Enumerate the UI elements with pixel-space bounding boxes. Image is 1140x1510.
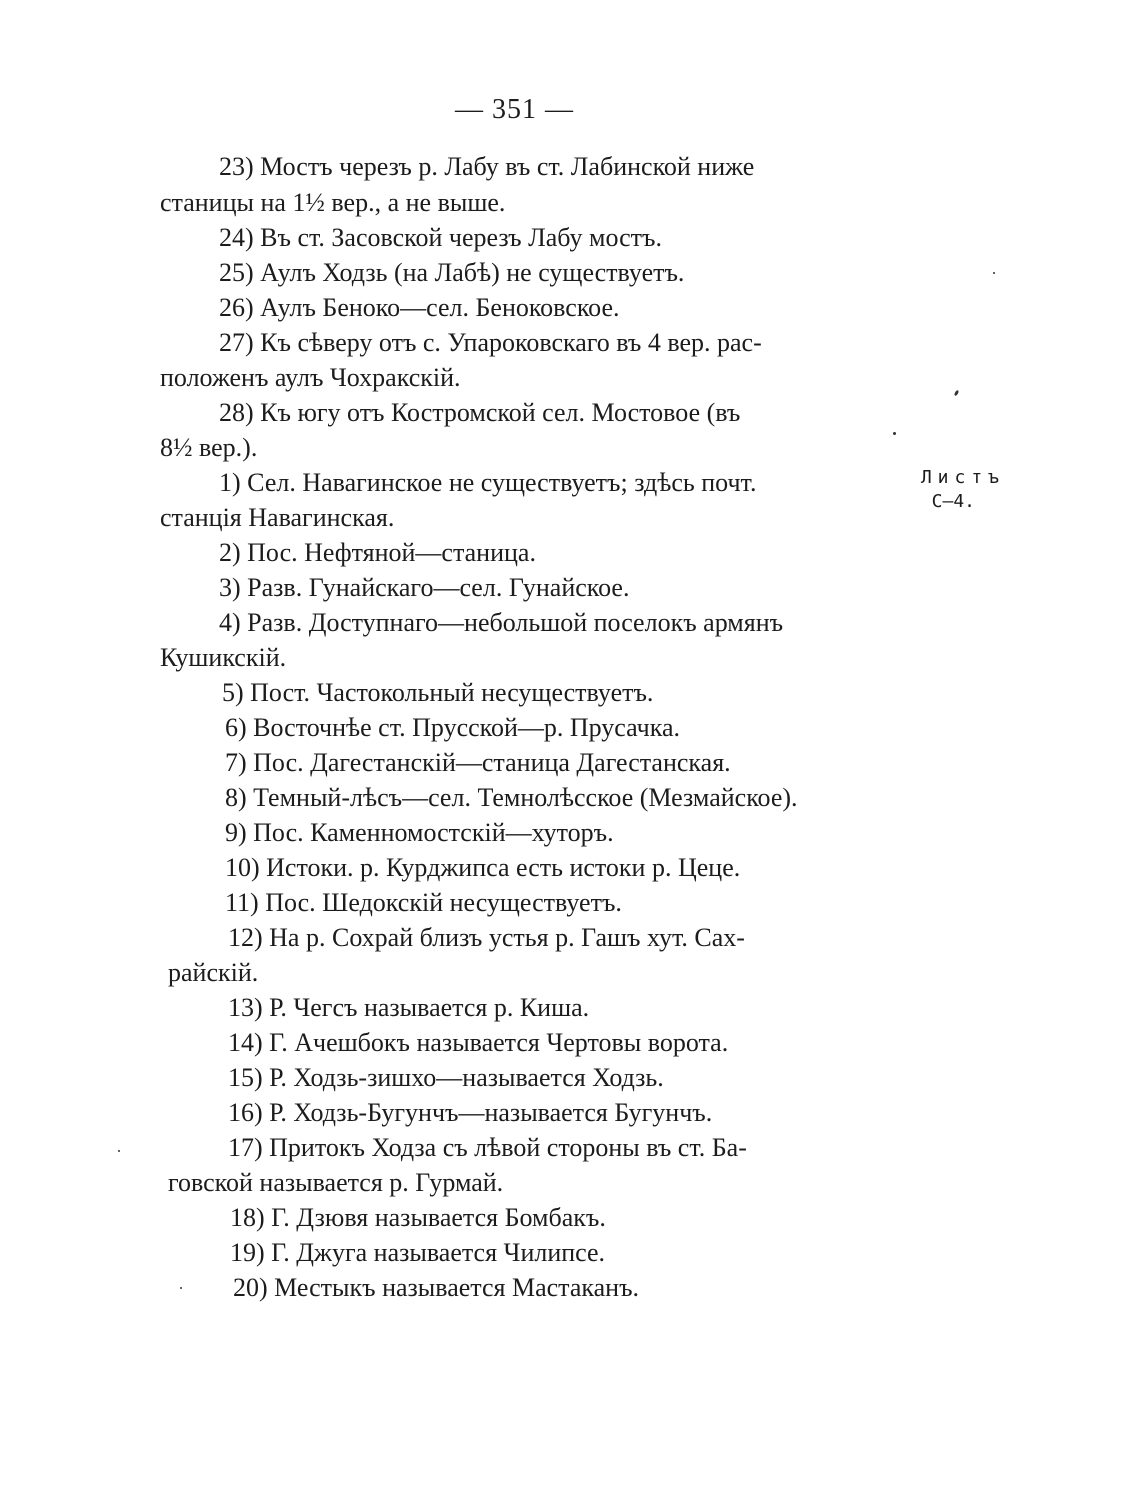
entry-line: положенъ аулъ Чохракскій. — [160, 363, 461, 392]
entry-line: 7) Пос. Дагестанскій—станица Дагестанская. — [225, 748, 731, 777]
entry-line: 14) Г. Ачешбокъ называется Чертовы ворота. — [228, 1028, 729, 1057]
margin-note-sheet-code: С—4. — [931, 491, 975, 512]
entry-line: Кушикскій. — [160, 643, 287, 672]
entry-line: 6) Восточнѣе ст. Прусской—р. Прусачка. — [225, 713, 681, 742]
entry-line: 17) Притокъ Ходза съ лѣвой стороны въ ст. Ба- — [228, 1133, 747, 1162]
entry-line: 26) Аулъ Беноко—сел. Беноковское. — [219, 293, 620, 322]
entry-line: 10) Истоки. р. Курджипса есть истоки р. Цеце. — [225, 853, 741, 882]
entry-line: 8) Темный-лѣсъ—сел. Темнолѣсское (Мезмайское). — [225, 783, 798, 812]
entry-line: говской называется р. Гурмай. — [168, 1168, 504, 1197]
entry-line: станція Навагинская. — [160, 503, 395, 532]
entry-line: 25) Аулъ Ходзь (на Лабѣ) не существуетъ. — [219, 258, 685, 287]
entry-line: 24) Въ ст. Засовской черезъ Лабу мостъ. — [219, 223, 662, 252]
entry-line: 28) Къ югу отъ Костромской сел. Мостовое (въ — [219, 398, 741, 427]
entry-line: станицы на 1½ вер., а не выше. — [160, 188, 506, 217]
entry-line: 23) Мостъ черезъ р. Лабу въ ст. Лабинской ниже — [219, 152, 755, 181]
scan-speck — [993, 272, 995, 274]
entry-line: 11) Пос. Шедокскій несуществуетъ. — [225, 888, 622, 917]
scan-speck — [893, 432, 896, 435]
entry-line: 16) Р. Ходзь-Бугунчъ—называется Бугунчъ. — [228, 1098, 713, 1127]
scan-speck — [118, 1150, 120, 1152]
scan-speck — [180, 1287, 182, 1289]
margin-note — [890, 466, 1005, 514]
entry-line: 20) Местыкъ называется Мастаканъ. — [233, 1273, 640, 1302]
entry-line: 19) Г. Джуга называется Чилипсе. — [230, 1238, 606, 1267]
entry-line: 5) Пост. Частокольный несуществуетъ. — [222, 678, 654, 707]
entry-line: 13) Р. Чегсъ называется р. Киша. — [228, 993, 590, 1022]
margin-note-sheet-label: Листъ — [920, 467, 1005, 488]
entry-line: 8½ вер.). — [160, 433, 258, 462]
entry-line: 1) Сел. Навагинское не существуетъ; здѣсь почт. — [219, 468, 757, 497]
entry-line: 12) На р. Сохрай близъ устья р. Гашъ хут. Сах- — [228, 923, 745, 952]
entry-line: 18) Г. Дзювя называется Бомбакъ. — [230, 1203, 606, 1232]
entry-line: райскій. — [168, 958, 259, 987]
entry-line: 15) Р. Ходзь-зишхо—называется Ходзь. — [228, 1063, 664, 1092]
page-number: — 351 — — [455, 94, 574, 125]
entry-line: 3) Разв. Гунайскаго—сел. Гунайское. — [219, 573, 630, 602]
entry-line: 27) Къ сѣверу отъ с. Упароковскаго въ 4 вер. рас- — [219, 328, 762, 357]
scan-speck — [954, 390, 960, 397]
entry-line: 4) Разв. Доступнаго—небольшой поселокъ армянъ — [219, 608, 784, 637]
entry-line: 9) Пос. Каменномостскій—хуторъ. — [225, 818, 614, 847]
entry-line: 2) Пос. Нефтяной—станица. — [219, 538, 536, 567]
